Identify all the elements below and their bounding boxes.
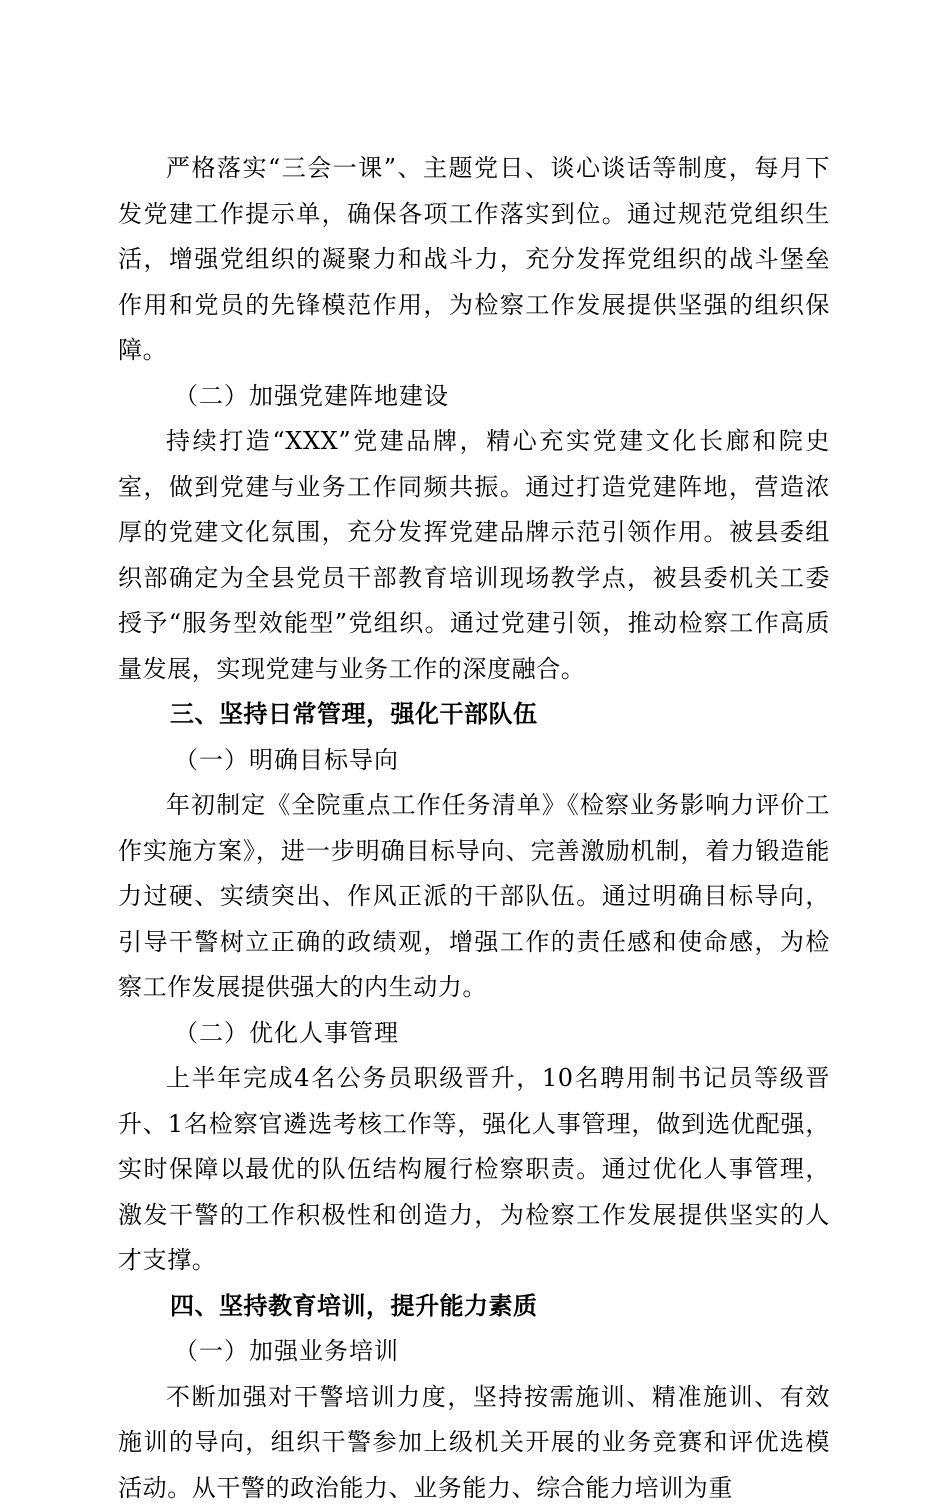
subheading-personnel-management: （二）优化人事管理	[118, 1011, 830, 1057]
paragraph-personnel-management: 上半年完成4名公务员职级晋升，10名聘用制书记员等级晋升、1名检察官遴选考核工作等，强化人事管理，做到选优配强，实时保障以最优的队伍结构履行检察职责。通过优化人事管理，激发干警的工作积极性和创造力，为检察工作发展提供坚实的人才支撑。	[118, 1056, 830, 1284]
paragraph-party-brand: 持续打造“XXX”党建品牌，精心充实党建文化长廊和院史室，做到党建与业务工作同频共振。通过打造党建阵地，营造浓厚的党建文化氛围，充分发挥党建品牌示范引领作用。被县委组织部确定为全县党员干部教育培训现场教学点，被县委机关工委授予“服务型效能型”党组织。通过党建引领，推动检察工作高质量发展，实现党建与业务工作的深度融合。	[118, 419, 830, 692]
subheading-party-position: （二）加强党建阵地建设	[118, 374, 830, 420]
subheading-business-training: （一）加强业务培训	[118, 1329, 830, 1375]
paragraph-party-system: 严格落实“三会一课”、主题党日、谈心谈话等制度，每月下发党建工作提示单，确保各项工作落实到位。通过规范党组织生活，增强党组织的凝聚力和战斗力，充分发挥党组织的战斗堡垒作用和党员的先锋模范作用，为检察工作发展提供坚强的组织保障。	[118, 146, 830, 374]
paragraph-business-training: 不断加强对干警培训力度，坚持按需施训、精准施训、有效施训的导向，组织干警参加上级机关开展的业务竞赛和评优选模活动。从干警的政治能力、业务能力、综合能力培训为重	[118, 1375, 830, 1511]
section-heading-education-training: 四、坚持教育培训，提升能力素质	[118, 1284, 830, 1330]
section-heading-daily-management: 三、坚持日常管理，强化干部队伍	[118, 692, 830, 738]
paragraph-goal-orientation: 年初制定《全院重点工作任务清单》《检察业务影响力评价工作实施方案》，进一步明确目标导向、完善激励机制，着力锻造能力过硬、实绩突出、作风正派的干部队伍。通过明确目标导向，引导干警树立正确的政绩观，增强工作的责任感和使命感，为检察工作发展提供强大的内生动力。	[118, 783, 830, 1011]
document-body	[118, 146, 830, 1511]
subheading-goal-orientation: （一）明确目标导向	[118, 738, 830, 784]
